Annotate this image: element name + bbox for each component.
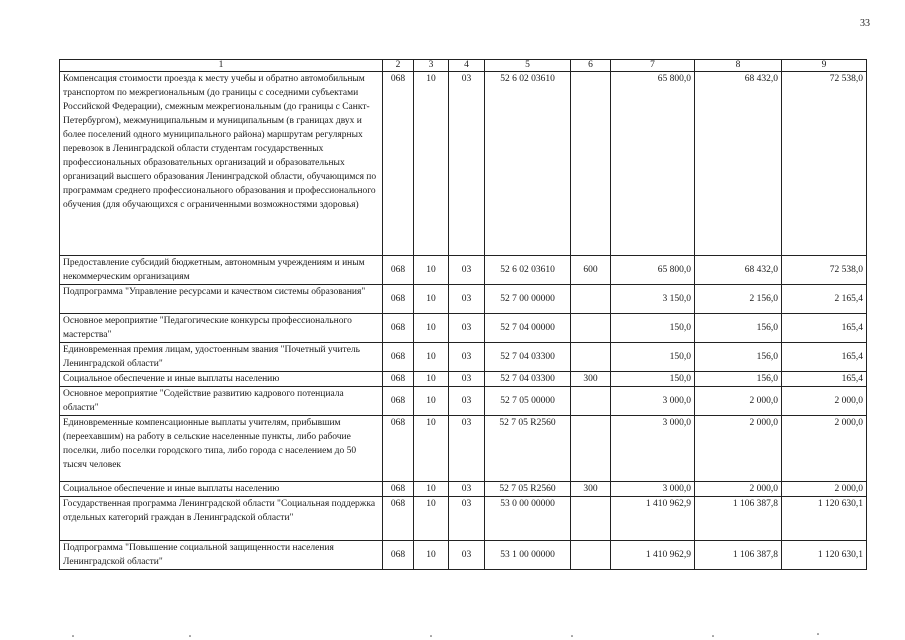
target-article-code: 52 7 04 03300 bbox=[485, 372, 571, 387]
amount-year-2: 2 000,0 bbox=[695, 482, 782, 497]
amount-year-2: 68 432,0 bbox=[695, 256, 782, 285]
target-article-code: 52 7 00 00000 bbox=[485, 285, 571, 314]
column-number: 1 bbox=[60, 60, 383, 72]
row-name: Подпрограмма "Повышение социальной защищенности населения Ленинградской области" bbox=[60, 541, 383, 570]
section-code: 10 bbox=[414, 343, 449, 372]
target-article-code: 52 6 02 03610 bbox=[485, 256, 571, 285]
scan-artifact-dots bbox=[0, 630, 905, 640]
amount-year-3: 165,4 bbox=[782, 314, 867, 343]
table-row bbox=[60, 285, 867, 314]
table-row bbox=[60, 497, 867, 541]
amount-year-1: 150,0 bbox=[611, 372, 695, 387]
section-code: 10 bbox=[414, 416, 449, 482]
section-code: 10 bbox=[414, 256, 449, 285]
amount-year-1: 150,0 bbox=[611, 314, 695, 343]
amount-year-3: 1 120 630,1 bbox=[782, 541, 867, 570]
amount-year-2: 156,0 bbox=[695, 314, 782, 343]
amount-year-1: 3 150,0 bbox=[611, 285, 695, 314]
amount-year-3: 2 165,4 bbox=[782, 285, 867, 314]
row-name: Предоставление субсидий бюджетным, автономным учреждениям и иным некоммерческим организациям bbox=[60, 256, 383, 285]
subsection-code: 03 bbox=[449, 343, 485, 372]
subsection-code: 03 bbox=[449, 482, 485, 497]
amount-year-2: 2 000,0 bbox=[695, 387, 782, 416]
expense-type-code: 300 bbox=[571, 482, 611, 497]
subsection-code: 03 bbox=[449, 497, 485, 541]
ministry-code: 068 bbox=[383, 256, 414, 285]
ministry-code: 068 bbox=[383, 541, 414, 570]
amount-year-2: 1 106 387,8 bbox=[695, 541, 782, 570]
row-name: Социальное обеспечение и иные выплаты населению bbox=[60, 482, 383, 497]
expense-type-code bbox=[571, 387, 611, 416]
expense-type-code bbox=[571, 285, 611, 314]
row-name: Компенсация стоимости проезда к месту учебы и обратно автомобильным транспортом по межрегиональным (до границы с соседними субъектами Российской Федерации), смежным межрегиональным (до границы с Санкт-Петербургом), межмуниципальным и муниципальным (в границах двух и более поселений одного муниципального района) маршрутам регулярных перевозок в Ленинградской области студентам государственных профессиональных образовательных организаций и образовательных организаций высшего образования Ленинградской области, обучающимся по программам среднего профессионального образования и профессионального обучения (для обучающихся с ограниченными возможностями здоровья) bbox=[60, 72, 383, 256]
amount-year-1: 3 000,0 bbox=[611, 416, 695, 482]
amount-year-3: 72 538,0 bbox=[782, 72, 867, 256]
column-number: 7 bbox=[611, 60, 695, 72]
amount-year-3: 2 000,0 bbox=[782, 416, 867, 482]
target-article-code: 52 7 04 03300 bbox=[485, 343, 571, 372]
target-article-code: 53 0 00 00000 bbox=[485, 497, 571, 541]
expense-type-code bbox=[571, 343, 611, 372]
column-number: 4 bbox=[449, 60, 485, 72]
row-name: Основное мероприятие "Содействие развитию кадрового потенциала области" bbox=[60, 387, 383, 416]
expense-type-code bbox=[571, 314, 611, 343]
amount-year-1: 1 410 962,9 bbox=[611, 497, 695, 541]
subsection-code: 03 bbox=[449, 285, 485, 314]
row-name: Подпрограмма "Управление ресурсами и качеством системы образования" bbox=[60, 285, 383, 314]
expense-type-code: 300 bbox=[571, 372, 611, 387]
row-name: Единовременная премия лицам, удостоенным звания "Почетный учитель Ленинградской области" bbox=[60, 343, 383, 372]
target-article-code: 52 6 02 03610 bbox=[485, 72, 571, 256]
subsection-code: 03 bbox=[449, 387, 485, 416]
subsection-code: 03 bbox=[449, 372, 485, 387]
amount-year-2: 68 432,0 bbox=[695, 72, 782, 256]
ministry-code: 068 bbox=[383, 285, 414, 314]
expense-type-code bbox=[571, 416, 611, 482]
budget-table bbox=[59, 59, 867, 570]
table-row bbox=[60, 256, 867, 285]
row-name: Единовременные компенсационные выплаты учителям, прибывшим (переехавшим) на работу в сельские населенные пункты, либо рабочие поселки, либо поселки городского типа, либо города с населением до 50 тысяч человек bbox=[60, 416, 383, 482]
table-row bbox=[60, 343, 867, 372]
amount-year-1: 3 000,0 bbox=[611, 387, 695, 416]
amount-year-1: 65 800,0 bbox=[611, 256, 695, 285]
section-code: 10 bbox=[414, 497, 449, 541]
subsection-code: 03 bbox=[449, 541, 485, 570]
target-article-code: 52 7 04 00000 bbox=[485, 314, 571, 343]
target-article-code: 52 7 05 00000 bbox=[485, 387, 571, 416]
amount-year-2: 2 000,0 bbox=[695, 416, 782, 482]
section-code: 10 bbox=[414, 285, 449, 314]
column-number: 2 bbox=[383, 60, 414, 72]
expense-type-code bbox=[571, 72, 611, 256]
amount-year-3: 1 120 630,1 bbox=[782, 497, 867, 541]
subsection-code: 03 bbox=[449, 256, 485, 285]
amount-year-1: 1 410 962,9 bbox=[611, 541, 695, 570]
subsection-code: 03 bbox=[449, 314, 485, 343]
target-article-code: 53 1 00 00000 bbox=[485, 541, 571, 570]
expense-type-code: 600 bbox=[571, 256, 611, 285]
expense-type-code bbox=[571, 497, 611, 541]
expense-type-code bbox=[571, 541, 611, 570]
ministry-code: 068 bbox=[383, 372, 414, 387]
row-name: Государственная программа Ленинградской области "Социальная поддержка отдельных категорий граждан в Ленинградской области" bbox=[60, 497, 383, 541]
row-name: Основное мероприятие "Педагогические конкурсы профессионального мастерства" bbox=[60, 314, 383, 343]
ministry-code: 068 bbox=[383, 497, 414, 541]
column-number: 8 bbox=[695, 60, 782, 72]
section-code: 10 bbox=[414, 387, 449, 416]
amount-year-3: 165,4 bbox=[782, 372, 867, 387]
column-number: 5 bbox=[485, 60, 571, 72]
subsection-code: 03 bbox=[449, 72, 485, 256]
section-code: 10 bbox=[414, 372, 449, 387]
subsection-code: 03 bbox=[449, 416, 485, 482]
ministry-code: 068 bbox=[383, 387, 414, 416]
ministry-code: 068 bbox=[383, 72, 414, 256]
target-article-code: 52 7 05 R2560 bbox=[485, 416, 571, 482]
column-number: 9 bbox=[782, 60, 867, 72]
amount-year-3: 2 000,0 bbox=[782, 482, 867, 497]
section-code: 10 bbox=[414, 72, 449, 256]
amount-year-2: 1 106 387,8 bbox=[695, 497, 782, 541]
table-row bbox=[60, 482, 867, 497]
table-row bbox=[60, 541, 867, 570]
ministry-code: 068 bbox=[383, 314, 414, 343]
section-code: 10 bbox=[414, 482, 449, 497]
section-code: 10 bbox=[414, 314, 449, 343]
column-number-row bbox=[60, 60, 867, 72]
column-number: 6 bbox=[571, 60, 611, 72]
row-name: Социальное обеспечение и иные выплаты населению bbox=[60, 372, 383, 387]
ministry-code: 068 bbox=[383, 343, 414, 372]
amount-year-3: 72 538,0 bbox=[782, 256, 867, 285]
amount-year-1: 65 800,0 bbox=[611, 72, 695, 256]
table-row bbox=[60, 372, 867, 387]
table-row bbox=[60, 416, 867, 482]
table-row bbox=[60, 72, 867, 256]
table-row bbox=[60, 387, 867, 416]
amount-year-3: 2 000,0 bbox=[782, 387, 867, 416]
amount-year-2: 156,0 bbox=[695, 372, 782, 387]
amount-year-1: 150,0 bbox=[611, 343, 695, 372]
amount-year-3: 165,4 bbox=[782, 343, 867, 372]
table-row bbox=[60, 314, 867, 343]
ministry-code: 068 bbox=[383, 416, 414, 482]
amount-year-1: 3 000,0 bbox=[611, 482, 695, 497]
target-article-code: 52 7 05 R2560 bbox=[485, 482, 571, 497]
amount-year-2: 2 156,0 bbox=[695, 285, 782, 314]
page-number: 33 bbox=[860, 18, 870, 29]
column-number: 3 bbox=[414, 60, 449, 72]
table-body bbox=[60, 72, 867, 570]
amount-year-2: 156,0 bbox=[695, 343, 782, 372]
ministry-code: 068 bbox=[383, 482, 414, 497]
section-code: 10 bbox=[414, 541, 449, 570]
